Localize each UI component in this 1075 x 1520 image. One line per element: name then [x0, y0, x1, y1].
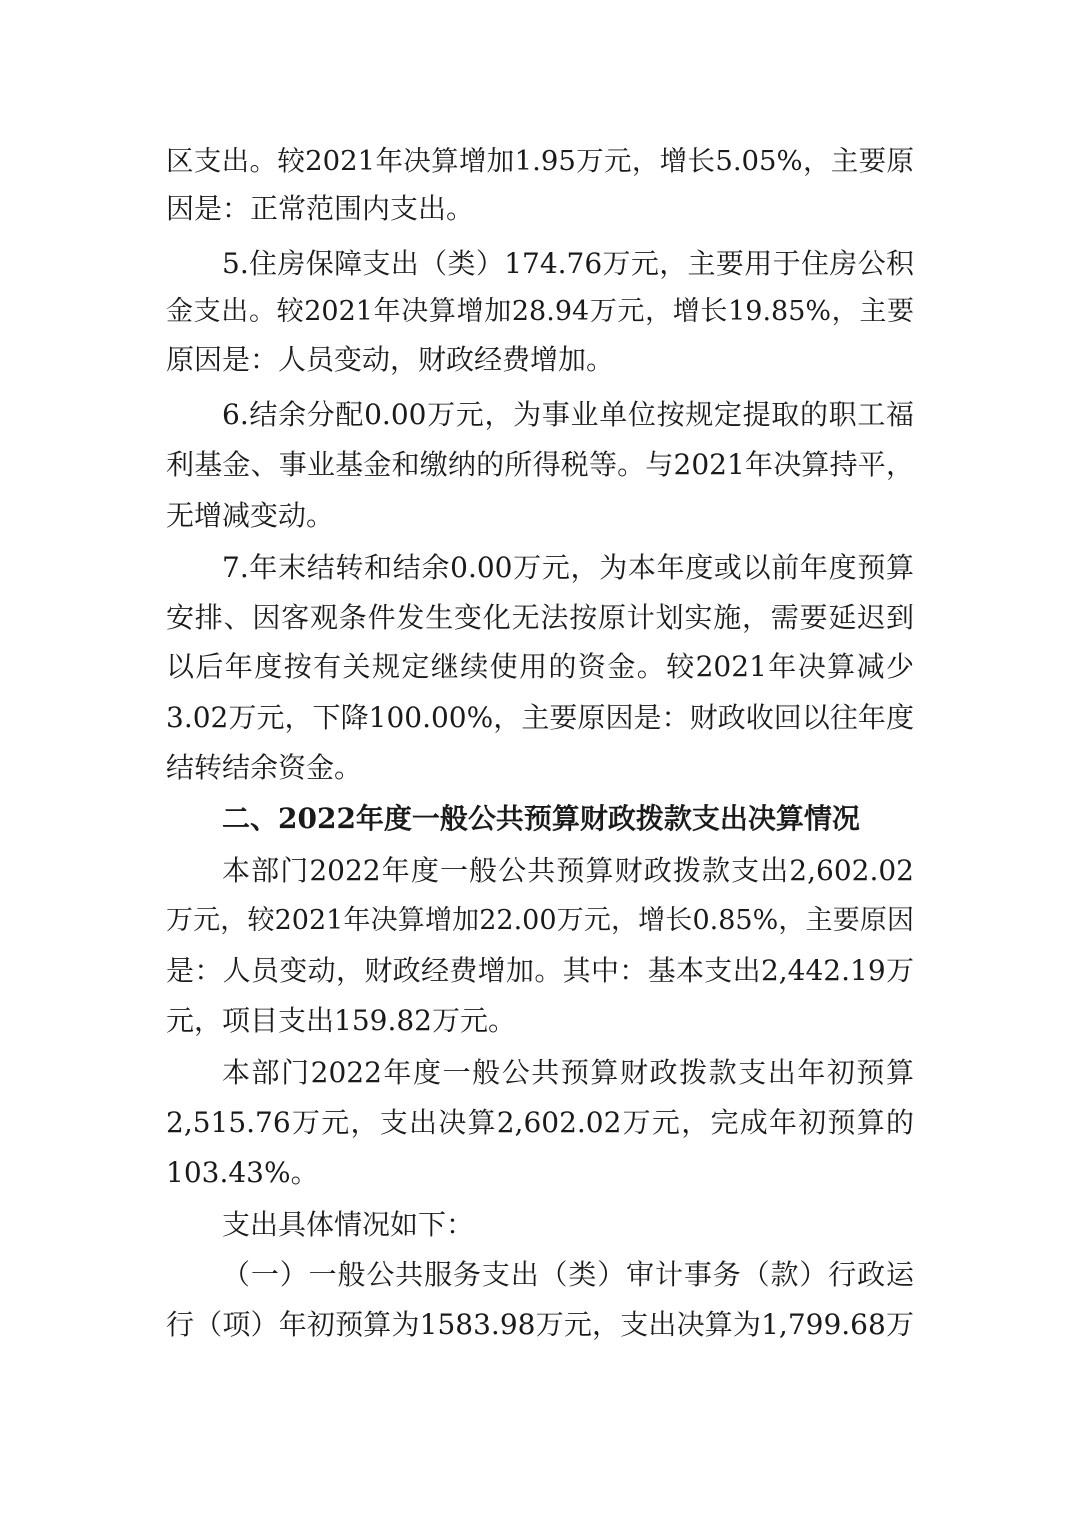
paragraph-line: 金支出。较2021年决算增加28.94万元，增长19.85%，主要 — [166, 296, 914, 327]
section-heading: 二、2022年度一般公共预算财政拨款支出决算情况 — [222, 802, 860, 835]
paragraph-line: （一）一般公共服务支出（类）审计事务（款）行政运 — [222, 1258, 914, 1291]
paragraph-line: 结转结余资金。 — [166, 751, 363, 784]
paragraph-line: 以后年度按有关规定继续使用的资金。较2021年决算减少 — [166, 650, 914, 683]
paragraph-line: 因是：正常范围内支出。 — [166, 192, 475, 225]
paragraph-line: 103.43%。 — [166, 1156, 319, 1189]
paragraph-line: 本部门2022年度一般公共预算财政拨款支出2,602.02 — [222, 854, 914, 887]
paragraph-line: 支出具体情况如下： — [222, 1208, 475, 1241]
paragraph-line: 是：人员变动，财政经费增加。其中：基本支出2,442.19万 — [166, 954, 914, 987]
paragraph-line: 无增减变动。 — [166, 499, 335, 532]
paragraph-line: 区支出。较2021年决算增加1.95万元，增长5.05%，主要原 — [166, 145, 914, 177]
paragraph-line: 2,515.76万元，支出决算2,602.02万元，完成年初预算的 — [166, 1106, 914, 1139]
paragraph-line: 安排、因客观条件发生变化无法按原计划实施，需要延迟到 — [166, 601, 914, 634]
paragraph-line: 5.住房保障支出（类）174.76万元，主要用于住房公积 — [222, 247, 914, 280]
paragraph-line: 利基金、事业基金和缴纳的所得税等。与2021年决算持平， — [166, 448, 914, 481]
paragraph-line: 本部门2022年度一般公共预算财政拨款支出年初预算 — [222, 1056, 914, 1089]
paragraph-line: 7.年末结转和结余0.00万元，为本年度或以前年度预算 — [222, 551, 914, 584]
paragraph-line: 万元，较2021年决算增加22.00万元，增长0.85%，主要原因 — [166, 905, 914, 936]
paragraph-line: 3.02万元，下降100.00%，主要原因是：财政收回以往年度 — [166, 701, 914, 734]
paragraph-line: 6.结余分配0.00万元，为事业单位按规定提取的职工福 — [222, 398, 914, 431]
paragraph-line: 行（项）年初预算为1583.98万元，支出决算为1,799.68万 — [166, 1308, 914, 1341]
paragraph-line: 元，项目支出159.82万元。 — [166, 1004, 516, 1037]
paragraph-line: 原因是：人员变动，财政经费增加。 — [166, 343, 615, 376]
